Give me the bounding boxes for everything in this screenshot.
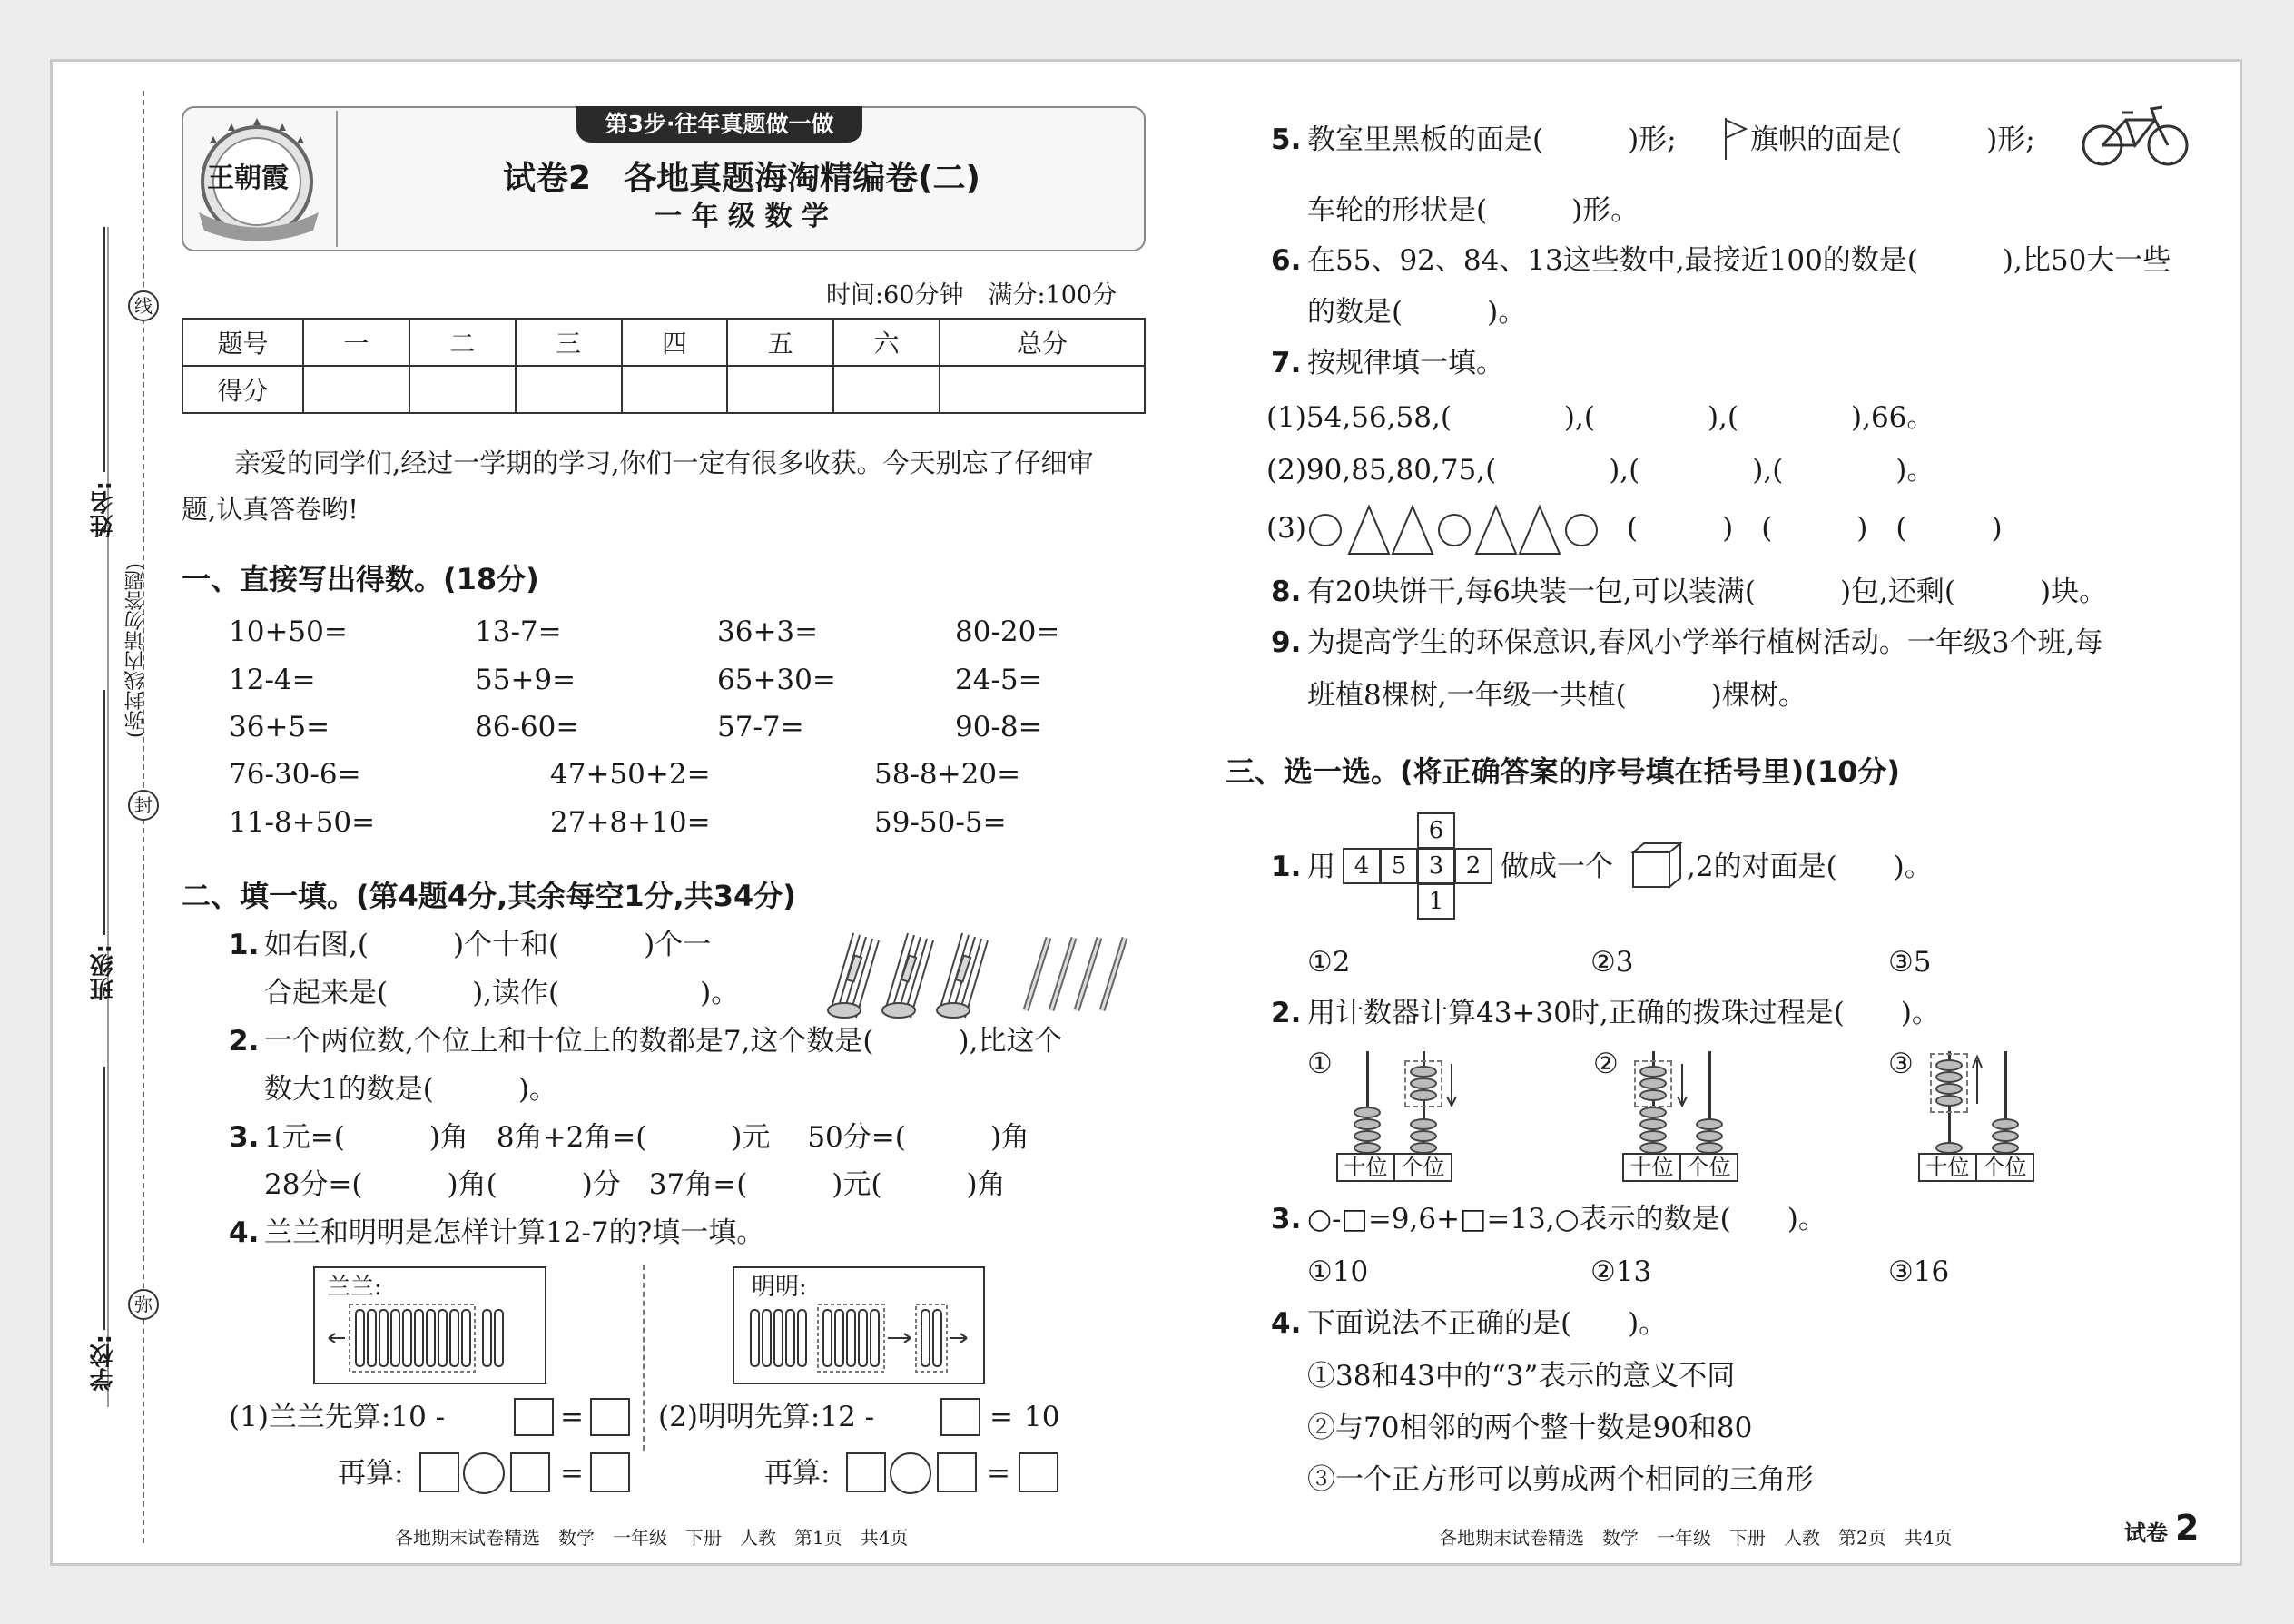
arrow-down-icon <box>1445 1062 1458 1107</box>
abacus-label-tens: 十位 <box>1920 1155 1977 1180</box>
net-cell <box>1417 883 1455 920</box>
then-calc-label: 再算: <box>764 1457 831 1490</box>
calc-item: 36+5= <box>229 711 330 743</box>
exam-subtitle: 一 年 级 数 学 <box>655 201 829 232</box>
operator-circle[interactable] <box>890 1452 931 1494</box>
q7-part-c-blanks: ( ) ( ) ( ) <box>1627 512 2003 545</box>
q6-line-2: 的数是( )。 <box>1307 296 1527 329</box>
q4-line-1: 兰兰和明明是怎样计算12-7的?填一填。 <box>264 1216 765 1249</box>
school-label: 学校: <box>90 1334 117 1392</box>
stick-bundles-image <box>817 924 1153 1019</box>
score-header-cell: 四 <box>622 319 728 366</box>
score-cell[interactable] <box>727 366 833 413</box>
answer-box[interactable] <box>419 1452 459 1492</box>
net-label: 5 <box>1391 852 1407 880</box>
net-cell <box>1417 848 1455 884</box>
answer-box[interactable] <box>510 1452 550 1492</box>
abacus-bead <box>1992 1118 2019 1130</box>
section1-title: 一、直接写出得数。(18分) <box>182 562 539 596</box>
badge-number: 2 <box>2175 1508 2200 1548</box>
score-cell[interactable] <box>303 366 409 413</box>
option[interactable]: ①38和43中的“3”表示的意义不同 <box>1307 1360 1736 1393</box>
calc-item: 12-4= <box>229 664 316 696</box>
q7-part-a: (1)54,56,58,( ),( ),( ),66。 <box>1266 401 1935 434</box>
calc-item: 13-7= <box>475 615 562 648</box>
intro-line-1: 亲爱的同学们,经过一学期的学习,你们一定有很多收获。今天别忘了仔细审 <box>234 448 1094 478</box>
calc-item: 86-60= <box>475 711 580 743</box>
net-label: 3 <box>1428 852 1444 880</box>
arrow-down-icon <box>1676 1062 1689 1107</box>
score-cell[interactable] <box>409 366 516 413</box>
calc-item: 58-8+20= <box>874 758 1021 791</box>
net-label: 6 <box>1428 817 1444 844</box>
lanlan-first-calc: (1)兰兰先算:10 - <box>229 1401 446 1433</box>
q1-line-2: 合起来是( ),读作( )。 <box>264 977 740 1009</box>
q9-line-1: 为提高学生的环保意识,春风小学举行植树活动。一年级3个班,每 <box>1307 626 2103 659</box>
score-cell[interactable] <box>833 366 940 413</box>
abacus-bead <box>1696 1130 1723 1142</box>
score-header-cell: 总分 <box>940 319 1145 366</box>
q2-line: 用计数器计算43+30时,正确的拨珠过程是( )。 <box>1307 997 1940 1029</box>
answer-box[interactable] <box>937 1452 977 1492</box>
section3-title: 三、选一选。(将正确答案的序号填在括号里)(10分) <box>1226 754 1901 789</box>
binding-solid-line <box>107 227 109 1407</box>
net-cell <box>1454 848 1492 884</box>
q3-line: ○-□=9,6+□=13,○表示的数是( )。 <box>1307 1203 1826 1235</box>
q5-line-1b: 旗帜的面是( )形; <box>1750 123 2035 156</box>
question-number: 6. <box>1271 244 1302 277</box>
net-label: 4 <box>1354 852 1370 880</box>
question-number: 9. <box>1271 626 1302 659</box>
calc-item: 90-8= <box>955 711 1042 743</box>
question-number: 3. <box>229 1121 260 1154</box>
abacus-bead <box>1935 1083 1963 1095</box>
abacus-bead <box>1696 1118 1723 1130</box>
calc-item: 57-7= <box>717 711 804 743</box>
mark-xian: 线 <box>128 290 159 321</box>
abacus-label-tens: 十位 <box>1624 1155 1681 1180</box>
operator-circle[interactable] <box>463 1452 505 1494</box>
abacus-mark: ① <box>1307 1048 1333 1080</box>
binding-notice: (弥封线内请勿答题) <box>124 563 147 739</box>
answer-box[interactable] <box>940 1398 980 1436</box>
abacus-bead <box>1354 1118 1381 1130</box>
lanlan-sticks-image <box>327 1303 540 1375</box>
lanlan-label: 兰兰: <box>327 1274 382 1301</box>
calc-item: 36+3= <box>717 615 819 648</box>
name-label: 姓名: <box>90 481 117 538</box>
calc-item: 27+8+10= <box>550 806 711 839</box>
q7-line-1: 按规律填一填。 <box>1307 347 1504 379</box>
q5-line-1a: 教室里黑板的面是( )形; <box>1307 123 1677 156</box>
abacus-bead <box>1639 1066 1667 1078</box>
abacus-bead <box>1410 1078 1437 1089</box>
abacus-label-ones: 个位 <box>1401 1155 1445 1180</box>
calc-item: 24-5= <box>955 664 1042 696</box>
question-number: 4. <box>1271 1307 1302 1340</box>
shape-pattern-image <box>1307 501 1616 557</box>
abacus-bead <box>1935 1095 1963 1107</box>
then-calc-label: 再算: <box>338 1457 404 1490</box>
abacus-bead <box>1639 1089 1667 1101</box>
mark-mi: 弥 <box>128 1289 159 1320</box>
logo-text: 王朝霞 <box>207 162 289 194</box>
answer-box[interactable] <box>514 1398 554 1436</box>
q2-line-1: 一个两位数,个位上和十位上的数都是7,这个数是( ),比这个 <box>264 1025 1063 1058</box>
q8-line-1: 有20块饼干,每6块装一包,可以装满( )包,还剩( )块。 <box>1307 576 2108 608</box>
q1-line-1: 如右图,( )个十和( )个一 <box>264 929 712 961</box>
option[interactable]: ③一个正方形可以剪成两个相同的三角形 <box>1307 1463 1814 1496</box>
score-header-cell: 一 <box>303 319 409 366</box>
answer-box[interactable] <box>590 1398 630 1436</box>
equals-sign: = <box>987 1457 1010 1490</box>
abacus-bead <box>1639 1078 1667 1089</box>
mingming-result: 10 <box>1024 1401 1060 1433</box>
question-number: 8. <box>1271 576 1302 608</box>
question-number: 2. <box>229 1025 260 1058</box>
q5-line-2: 车轮的形状是( )形。 <box>1307 194 1639 227</box>
score-header-cell: 题号 <box>182 319 303 366</box>
calc-item: 47+50+2= <box>550 758 711 791</box>
step-banner-text: 第3步·往年真题做一做 <box>605 111 834 137</box>
name-field[interactable] <box>103 227 106 472</box>
score-table <box>182 318 1146 414</box>
q3-line-1: 1元=( )角 8角+2角=( )元 50分=( )角 <box>264 1121 1029 1154</box>
abacus-bead <box>1354 1107 1381 1118</box>
question-number: 4. <box>229 1216 260 1249</box>
flag-icon <box>1722 116 1749 162</box>
calc-item: 65+30= <box>717 664 836 696</box>
option[interactable]: ③16 <box>1888 1255 1950 1288</box>
score-cell[interactable] <box>940 366 1145 413</box>
calc-item: 11-8+50= <box>229 806 376 839</box>
net-cell <box>1380 848 1418 884</box>
abacus-bead <box>1354 1130 1381 1142</box>
score-row-label: 得分 <box>182 366 303 413</box>
abacus-label-ones: 个位 <box>1983 1155 2027 1180</box>
option[interactable]: ①10 <box>1307 1255 1369 1288</box>
class-field[interactable] <box>103 690 106 935</box>
panel-divider <box>643 1265 645 1451</box>
school-field[interactable] <box>103 1067 106 1330</box>
abacus-bead <box>1639 1107 1667 1118</box>
cube-icon <box>1629 840 1684 891</box>
abacus-base <box>1622 1153 1738 1182</box>
abacus-bead <box>1639 1130 1667 1142</box>
net-label: 2 <box>1465 852 1482 880</box>
option[interactable]: ②13 <box>1590 1255 1652 1288</box>
mingming-sticks-image <box>740 1303 980 1375</box>
calc-item: 59-50-5= <box>874 806 1007 839</box>
score-cell[interactable] <box>622 366 728 413</box>
score-header-cell: 五 <box>727 319 833 366</box>
abacus-bead <box>1410 1118 1437 1130</box>
calc-item: 76-30-6= <box>229 758 361 791</box>
abacus-base <box>1336 1153 1452 1182</box>
score-header-cell: 六 <box>833 319 940 366</box>
mingming-first-calc: (2)明明先算:12 - <box>658 1401 875 1433</box>
question-number: 3. <box>1271 1203 1302 1235</box>
q2-line-2: 数大1的数是( )。 <box>264 1073 557 1106</box>
score-header-cell: 三 <box>516 319 622 366</box>
footer-left: 各地期末试卷精选 数学 一年级 下册 人教 第1页 共4页 <box>395 1527 909 1549</box>
equals-sign: = <box>560 1457 584 1490</box>
abacus-bead <box>1410 1066 1437 1078</box>
score-cell[interactable] <box>516 366 622 413</box>
q3-line-2: 28分=( )角( )分 37角=( )元( )角 <box>264 1168 1006 1201</box>
equals-sign: = <box>560 1401 584 1433</box>
equals-sign: = <box>989 1401 1013 1433</box>
answer-box[interactable] <box>846 1452 886 1492</box>
question-number: 7. <box>1271 347 1302 379</box>
footer-right: 各地期末试卷精选 数学 一年级 下册 人教 第2页 共4页 <box>1439 1527 1953 1549</box>
answer-box[interactable] <box>1019 1452 1058 1492</box>
abacus-base <box>1918 1153 2034 1182</box>
bicycle-icon <box>2081 102 2190 169</box>
question-number: 1. <box>1271 851 1302 883</box>
option[interactable]: ③5 <box>1888 946 1932 979</box>
abacus-label-ones: 个位 <box>1687 1155 1731 1180</box>
class-label: 班级: <box>90 944 117 1001</box>
time-info: 时间:60分钟 满分:100分 <box>826 281 1117 310</box>
answer-box[interactable] <box>590 1452 630 1492</box>
intro-line-2: 题,认真答卷哟! <box>182 494 359 525</box>
option[interactable]: ②3 <box>1590 946 1634 979</box>
q6-line-1: 在55、92、84、13这些数中,最接近100的数是( ),比50大一些 <box>1307 244 2171 277</box>
abacus-mark: ③ <box>1888 1048 1914 1080</box>
abacus-bead <box>1639 1118 1667 1130</box>
option[interactable]: ①2 <box>1307 946 1351 979</box>
question-number: 1. <box>229 929 260 961</box>
q1-mid: 做成一个 <box>1501 851 1613 883</box>
mingming-label: 明明: <box>752 1274 807 1301</box>
abacus-label-tens: 十位 <box>1338 1155 1395 1180</box>
question-number: 5. <box>1271 123 1302 156</box>
exam-title: 试卷2 各地真题海淘精编卷(二) <box>503 160 980 197</box>
q9-line-2: 班植8棵树,一年级一共植( )棵树。 <box>1307 679 1807 712</box>
q1-post: ,2的对面是( )。 <box>1687 851 1933 883</box>
badge-label: 试卷 <box>2124 1521 2168 1546</box>
section2-title: 二、填一填。(第4题4分,其余每空1分,共34分) <box>182 879 796 913</box>
net-cell <box>1417 812 1455 849</box>
calc-item: 80-20= <box>955 615 1060 648</box>
abacus-bead <box>1992 1130 2019 1142</box>
q4-line: 下面说法不正确的是( )。 <box>1307 1307 1668 1340</box>
abacus-bead <box>1410 1089 1437 1101</box>
mark-feng: 封 <box>128 790 159 821</box>
net-label: 1 <box>1428 888 1444 915</box>
abacus-mark: ② <box>1593 1048 1619 1080</box>
calc-item: 10+50= <box>229 615 348 648</box>
question-number: 2. <box>1271 997 1302 1029</box>
abacus-bead <box>1410 1130 1437 1142</box>
q1-pre: 用 <box>1307 851 1335 883</box>
calc-item: 55+9= <box>475 664 576 696</box>
q7-part-b: (2)90,85,80,75,( ),( ),( )。 <box>1266 454 1935 487</box>
abacus-bead <box>1935 1059 1963 1071</box>
abacus-bead <box>1935 1071 1963 1083</box>
arrow-up-icon <box>1971 1055 1984 1106</box>
score-header-cell: 二 <box>409 319 516 366</box>
net-cell <box>1343 848 1381 884</box>
option[interactable]: ②与70相邻的两个整十数是90和80 <box>1307 1412 1753 1444</box>
q7-part-c-prefix: (3) <box>1266 512 1306 545</box>
